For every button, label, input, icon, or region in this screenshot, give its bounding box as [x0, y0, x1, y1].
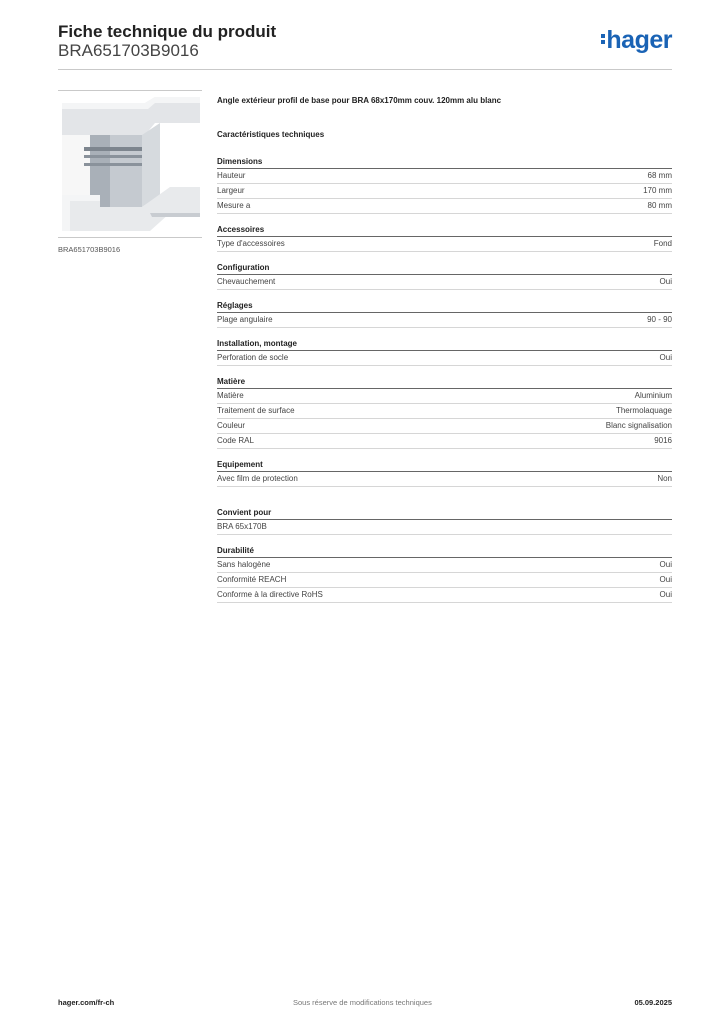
spec-label: Plage angulaire	[217, 315, 273, 324]
spec-value: Aluminium	[634, 391, 672, 400]
section-title: Installation, montage	[217, 337, 672, 351]
spec-row	[217, 389, 672, 404]
section-installation	[217, 337, 672, 366]
spec-row	[217, 169, 672, 184]
spec-label: Avec film de protection	[217, 474, 298, 483]
spec-row	[217, 588, 672, 603]
spec-label: Chevauchement	[217, 277, 276, 286]
corner-duct-icon	[60, 95, 200, 235]
spec-value: 90 - 90	[647, 315, 672, 324]
spec-value: Oui	[659, 575, 672, 584]
spec-value: 170 mm	[643, 186, 672, 195]
section-title: Matière	[217, 375, 672, 389]
section-title: Accessoires	[217, 223, 672, 237]
section-title: Durabilité	[217, 544, 672, 558]
spec-row	[217, 199, 672, 214]
spec-value: 80 mm	[647, 201, 672, 210]
section-configuration	[217, 261, 672, 290]
spec-row	[217, 237, 672, 252]
page-header	[58, 22, 672, 70]
section-title: Configuration	[217, 261, 672, 275]
section-title: Convient pour	[217, 506, 672, 520]
spec-value: Oui	[659, 590, 672, 599]
section-title: Dimensions	[217, 155, 672, 169]
section-durabilite	[217, 544, 672, 603]
spec-label: Traitement de surface	[217, 406, 295, 415]
spec-value: Oui	[659, 560, 672, 569]
section-equipement	[217, 458, 672, 487]
spec-row	[217, 434, 672, 449]
spec-value: Blanc signalisation	[605, 421, 672, 430]
product-image	[58, 90, 202, 238]
image-caption: BRA651703B9016	[58, 245, 121, 254]
section-matiere	[217, 375, 672, 449]
spec-row	[217, 472, 672, 487]
section-title: Equipement	[217, 458, 672, 472]
spec-label: Type d'accessoires	[217, 239, 285, 248]
spec-row	[217, 419, 672, 434]
spec-label: Conforme à la directive RoHS	[217, 590, 323, 599]
footer-date: 05.09.2025	[634, 998, 672, 1007]
spec-label: Sans halogène	[217, 560, 271, 569]
section-reglages	[217, 299, 672, 328]
spec-value: Non	[657, 474, 672, 483]
section-title: Réglages	[217, 299, 672, 313]
spec-value: Fond	[653, 239, 672, 248]
spec-label: Matière	[217, 391, 244, 400]
spec-value: 9016	[654, 436, 672, 445]
logo-dots-icon	[601, 32, 605, 46]
hager-logo	[601, 26, 672, 54]
product-description: Angle extérieur profil de base pour BRA 68x170mm couv. 120mm alu blanc	[217, 96, 502, 105]
spec-label: BRA 65x170B	[217, 522, 267, 531]
spec-row	[217, 404, 672, 419]
spec-row	[217, 275, 672, 290]
footer-disclaimer: Sous réserve de modifications techniques	[293, 998, 432, 1007]
spec-label: Perforation de socle	[217, 353, 289, 362]
tech-characteristics-title: Caractéristiques techniques	[217, 130, 325, 139]
spec-row	[217, 313, 672, 328]
spec-value: Thermolaquage	[615, 406, 672, 415]
spec-label: Conformité REACH	[217, 575, 287, 584]
spec-label: Mesure a	[217, 201, 251, 210]
product-reference: BRA651703B9016	[58, 41, 199, 60]
spec-value: 68 mm	[647, 171, 672, 180]
spec-row	[217, 351, 672, 366]
spec-label: Hauteur	[217, 171, 246, 180]
section-convient-pour	[217, 506, 672, 535]
spec-row	[217, 573, 672, 588]
logo-text: hager	[606, 26, 672, 54]
spec-row	[217, 520, 672, 535]
spec-label: Couleur	[217, 421, 246, 430]
spec-row	[217, 184, 672, 199]
spec-row	[217, 558, 672, 573]
spec-value: Oui	[659, 353, 672, 362]
section-accessoires	[217, 223, 672, 252]
spec-value: Oui	[659, 277, 672, 286]
footer-website: hager.com/fr-ch	[58, 998, 115, 1007]
product-details	[217, 96, 672, 612]
page-title: Fiche technique du produit	[58, 22, 277, 41]
spec-label: Code RAL	[217, 436, 254, 445]
spec-label: Largeur	[217, 186, 245, 195]
section-dimensions	[217, 155, 672, 214]
